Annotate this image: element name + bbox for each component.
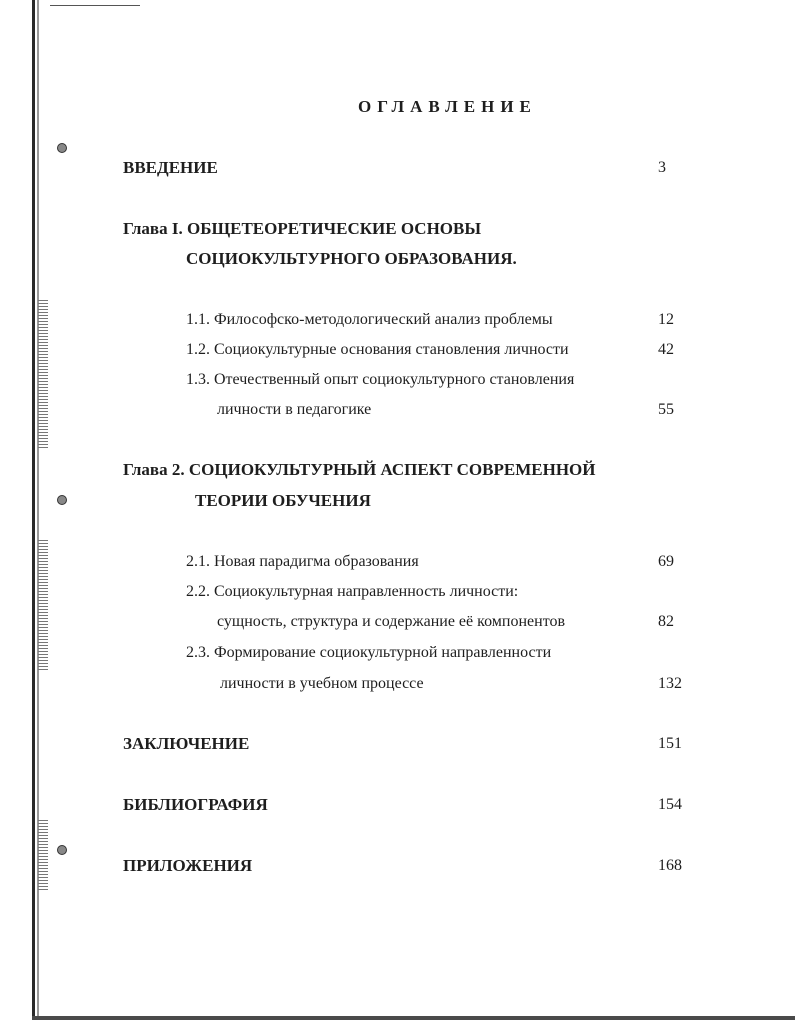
toc-appendix-label: ПРИЛОЖЕНИЯ [123,856,253,875]
section-1-2-label: 1.2. Социокультурные основания становления личности [186,341,569,358]
section-2-2-label: 2.2. Социокультурная направленность личности: [186,583,519,600]
section-2-2-label-cont: сущность, структура и содержание её компонентов [217,613,566,630]
section-2-1-page: 69 [658,553,674,570]
section-1-3-label-cont: личности в педагогике [217,401,372,418]
punch-hole-icon [56,142,68,154]
toc-title: ОГЛАВЛЕНИЕ [358,97,537,116]
scan-edge-left [32,0,35,1020]
section-1-2-page: 42 [658,341,674,358]
section-1-3-label: 1.3. Отечественный опыт социокультурного становления [186,371,575,388]
toc-conclusion-label: ЗАКЛЮЧЕНИЕ [123,734,250,753]
chapter2-heading-cont: ТЕОРИИ ОБУЧЕНИЯ [195,491,371,510]
chapter1-heading-cont: СОЦИОКУЛЬТУРНОГО ОБРАЗОВАНИЯ. [186,249,517,268]
section-2-2-page: 82 [658,613,674,630]
punch-hole-icon [56,494,68,506]
punch-hole-icon [56,844,68,856]
toc-intro-page: 3 [658,159,666,176]
toc-bibliography-label: БИБЛИОГРАФИЯ [123,795,268,814]
scan-noise [38,300,48,450]
scan-edge-bottom [32,1016,795,1020]
section-2-3-label: 2.3. Формирование социокультурной направленности [186,644,552,661]
toc-intro-label: ВВЕДЕНИЕ [123,158,218,177]
section-1-1-page: 12 [658,311,674,328]
chapter2-heading: Глава 2. СОЦИОКУЛЬТУРНЫЙ АСПЕКТ СОВРЕМЕННОЙ [123,460,596,479]
section-1-3-page: 55 [658,401,674,418]
section-2-1-label: 2.1. Новая парадигма образования [186,553,419,570]
section-2-3-label-cont: личности в учебном процессе [220,675,424,692]
scan-edge-top [50,5,140,6]
scan-noise [38,540,48,670]
toc-conclusion-page: 151 [658,735,682,752]
chapter1-heading: Глава I. ОБЩЕТЕОРЕТИЧЕСКИЕ ОСНОВЫ [123,219,482,238]
section-2-3-page: 132 [658,675,682,692]
section-1-1-label: 1.1. Философско-методологический анализ проблемы [186,311,553,328]
toc-bibliography-page: 154 [658,796,682,813]
toc-appendix-page: 168 [658,857,682,874]
scan-noise [38,820,48,890]
